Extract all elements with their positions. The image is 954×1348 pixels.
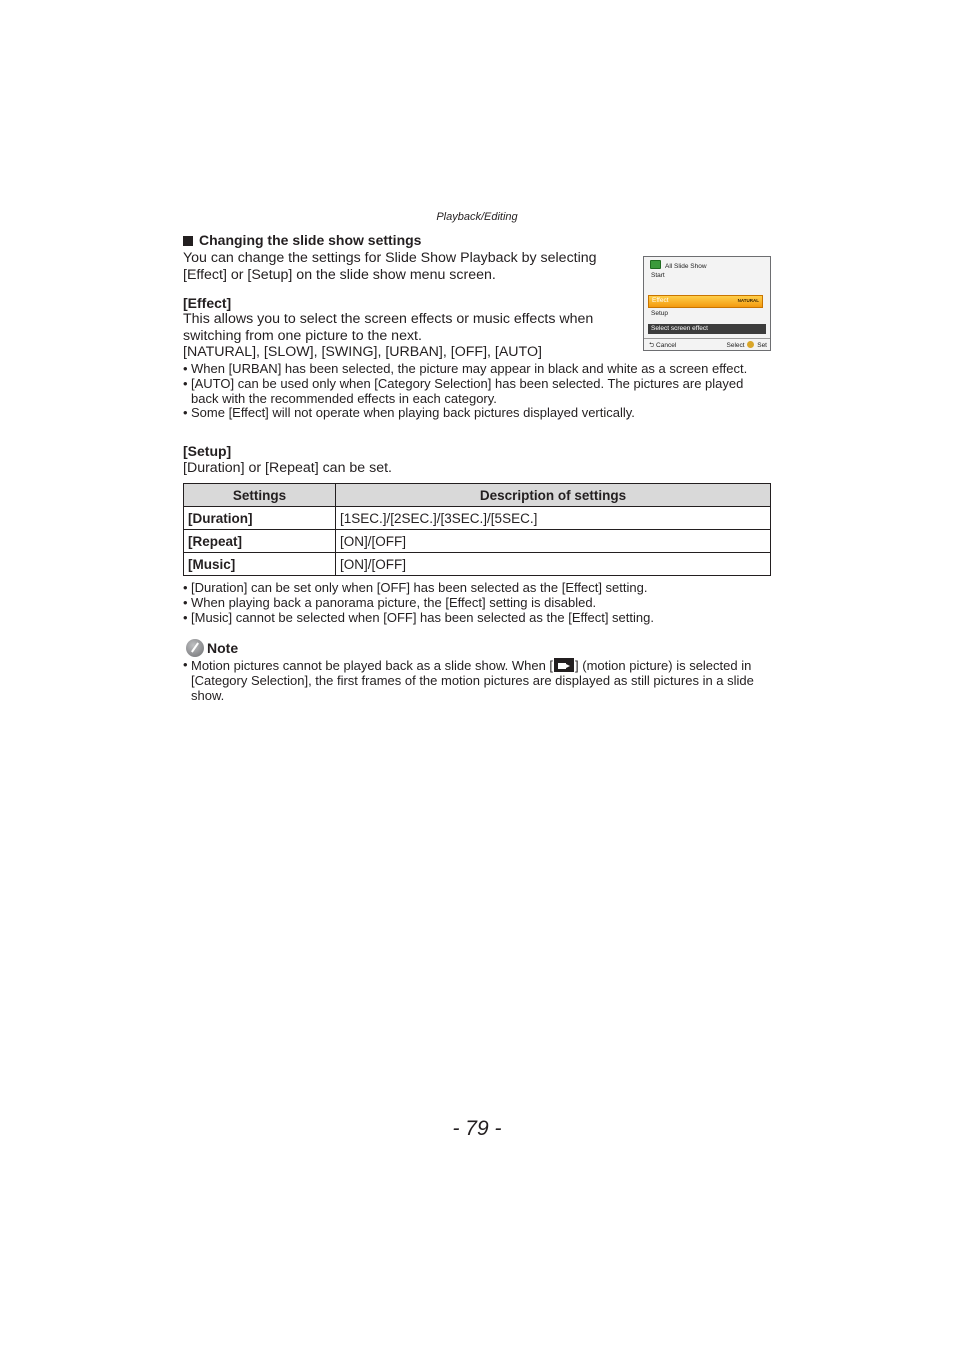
list-item: • [Duration] can be set only when [OFF] has been selected as the [Effect] setting. [183,581,773,596]
page-number: - 79 - [452,1117,502,1140]
table-cell: [Repeat] [184,530,336,553]
note-text-part: ] (motion picture) is selected in [Category Selection], the first frames of the motion pictures are displayed as still pictures in a slide show. [191,658,754,703]
effect-options: [NATURAL], [SLOW], [SWING], [URBAN], [OFF], [AUTO] [183,344,542,360]
setup-paragraph: [Duration] or [Repeat] can be set. [183,460,392,476]
setup-heading: [Setup] [183,443,232,459]
intro-line: You can change the settings for Slide Show Playback by selecting [183,250,597,266]
effect-bullet-list [183,362,773,421]
list-item [183,658,773,703]
section-title-text: Changing the slide show settings [199,232,422,248]
dpad-icon [747,341,754,348]
screen-title-text: All Slide Show [665,263,707,270]
screen-hint-bar [648,324,766,334]
section-header: Playback/Editing [436,211,518,223]
slideshow-icon [650,260,661,269]
camera-menu-screenshot [643,256,771,351]
menu-item-effect-label: Effect [652,297,669,304]
settings-table [183,483,771,576]
table-cell: [Music] [184,553,336,576]
table-notes-list [183,581,773,625]
table-cell: [ON]/[OFF] [336,530,771,553]
screen-footer [644,338,770,350]
effect-paragraph [183,311,593,361]
menu-item-effect [648,295,763,308]
menu-item-effect-value: NATURAL [737,298,759,303]
footer-cancel-label: Cancel [656,342,677,349]
screen-hint-text: Select screen effect [651,325,708,332]
footer-select-label: Select [726,342,745,349]
menu-item-setup: Setup [651,310,668,317]
table-row [184,530,771,553]
screen-title [650,260,707,270]
intro-paragraph [183,250,597,283]
list-item: • When [URBAN] has been selected, the picture may appear in black and white as a screen effect. [183,362,773,377]
footer-set-label: Set [757,342,767,349]
table-cell: [Duration] [184,507,336,530]
effect-line: switching from one picture to the next. [183,327,422,344]
effect-heading: [Effect] [183,295,232,311]
footer-select-set [727,341,767,349]
footer-cancel [649,341,676,352]
menu-item-start: Start [651,272,665,279]
note-list [183,658,773,703]
table-header-row [184,484,771,507]
return-arrow-icon: ⮌ [649,342,655,349]
square-bullet-icon [183,236,193,246]
intro-line: [Effect] or [Setup] on the slide show menu screen. [183,266,496,283]
list-item: • When playing back a panorama picture, the [Effect] setting is disabled. [183,596,773,611]
note-pencil-icon [186,639,204,657]
table-row [184,553,771,576]
note-heading-text: Note [207,640,239,656]
column-header: Description of settings [336,484,771,507]
note-heading [186,639,238,657]
list-item: • [Music] cannot be selected when [OFF] has been selected as the [Effect] setting. [183,611,773,626]
note-text-part: Motion pictures cannot be played back as a slide show. When [ [191,658,554,673]
list-item: • Some [Effect] will not operate when playing back pictures displayed vertically. [183,406,773,421]
section-title [183,232,421,248]
effect-line: This allows you to select the screen effects or music effects when [183,311,594,327]
column-header: Settings [184,484,336,507]
table-cell: [ON]/[OFF] [336,553,771,576]
motion-picture-icon [554,658,574,672]
table-cell: [1SEC.]/[2SEC.]/[3SEC.]/[5SEC.] [336,507,771,530]
list-item: • [AUTO] can be used only when [Category Selection] has been selected. The pictures are played back with the recommended effects in each category. [183,377,773,407]
table-row [184,507,771,530]
